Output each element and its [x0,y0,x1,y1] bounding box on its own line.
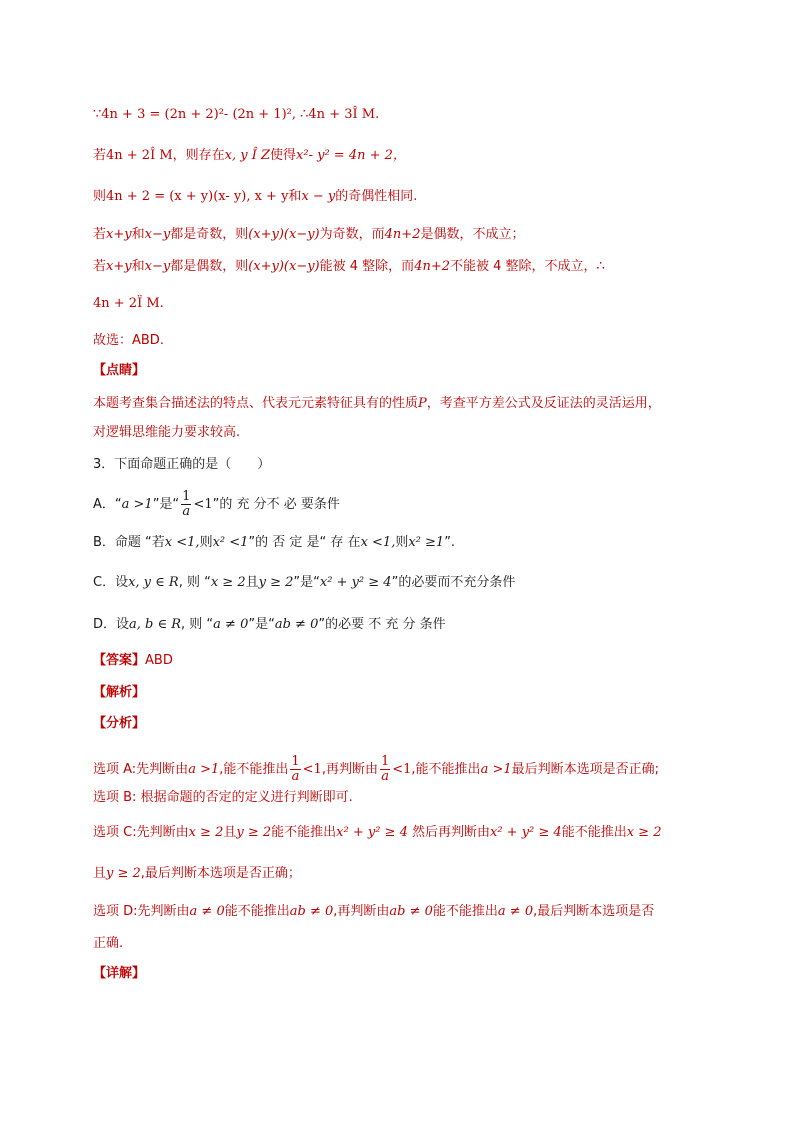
text-run: 最后判断本选项是否正确; [511,762,659,777]
text-run: 的奇偶性相同. [335,189,418,204]
math-expression: x² + y² ≥ 4 [336,825,408,840]
math-expression: x² ≥1 [408,535,445,550]
math-expression: a ≠ 0 [497,904,534,919]
math-expression: 4n+2 [384,227,421,242]
fraction-numerator: 1 [291,754,300,769]
text-run: 能不能推出 [271,825,337,840]
math-expression: ab ≠ 0 [274,617,319,632]
analysis-option-b [93,788,734,808]
text-run: ,能不能推出 [411,762,481,777]
math-expression: ∵4n + 3 = (2n + 2)²- (2n + 1)², ∴4n + 3Î M. [93,107,380,122]
comment-line-2 [93,423,734,443]
math-expression: y ≥ 2 [106,866,141,881]
text-run: 能不能推出 [561,825,627,840]
section-title: 【详解】 [93,966,146,981]
math-expression: x <1, [360,535,396,550]
math-expression: x+y [106,227,132,242]
math-expression: P [418,396,427,411]
fraction [380,755,390,784]
text-run: 选项 C:先判断由 [93,825,189,840]
text-run: ,最后判断本选项是否正确； [140,866,301,881]
text-run: ”是“ [152,497,180,512]
answer-line [93,651,734,671]
text-run: ,再判断由 [333,904,390,919]
text-run: 能不能推出 [432,904,498,919]
proof-line-6 [93,294,734,314]
math-expression: <1 [193,497,213,512]
section-header-jiexi [93,683,734,703]
text-run: 选项 A:先判断由 [93,762,189,777]
answer-value: ABD [145,653,173,668]
comment-line-1 [93,394,734,414]
text-run: 能不能推出 [224,904,290,919]
section-header-dianjing [93,361,734,381]
text-run: 则 [395,535,409,550]
text-run: 使得 [270,148,297,163]
math-expression: x <1, [164,535,200,550]
answer-choice-line [93,331,734,351]
math-expression: x, y ∈ R [128,575,179,590]
text-run: A．“ [93,497,122,512]
math-expression: y ≥ 2 [236,825,272,840]
math-expression: x−y [144,227,171,242]
proof-line-3 [93,187,734,207]
section-title: 【解析】 [93,685,146,700]
text-run: 且 [223,825,237,840]
analysis-option-a [93,751,734,789]
analysis-option-d-line-2 [93,934,734,954]
text-run: ”的 充 分不 必 要条件 [212,497,340,512]
analysis-option-d-line-1 [93,902,734,922]
math-expression: a, b ∈ R [129,617,182,632]
text-run: 然后再判断由 [407,825,490,840]
text-run: ,再判断由 [321,762,378,777]
option-d [93,615,734,635]
math-expression: <1 [302,762,322,777]
fraction-denominator: a [381,769,389,784]
section-title: 【答案】 [93,653,146,668]
text-run: 对逻辑思维能力要求较高. [93,425,241,440]
math-expression: ab ≠ 0 [389,904,433,919]
text-run: 且 [93,866,107,881]
math-expression: x² + y² ≥ 4 [490,825,562,840]
fraction-denominator: a [182,504,191,519]
text-run: 本题考查集合描述法的特点、代表元元素特征具有的性质 [93,396,419,411]
text-run: 不能被 4 整除，不成立，∴ [450,259,605,274]
analysis-option-c-line-1 [93,823,734,843]
text-run: 都是奇数，则 [170,227,249,242]
option-c [93,573,734,593]
math-expression: x ≥ 2 [626,825,662,840]
math-expression: x − y [301,189,336,204]
text-run: 则 [199,535,213,550]
option-a [93,490,734,519]
math-expression: (x+y)(x−y) [248,259,320,274]
fraction [181,490,191,519]
proof-line-1 [93,105,734,125]
text-run: ”的 否 定 是“ 存 在 [248,535,361,550]
math-expression: a ≠ 0 [189,904,225,919]
section-header-fenxi [93,714,734,734]
math-expression: x ≥ 2 [188,825,224,840]
math-expression: a ≠ 0 [213,617,249,632]
text-run: 和 [131,259,145,274]
text-run: ”是“ [293,575,320,590]
text-run: ”的必要 不 充 分 条件 [318,617,446,632]
math-expression: a >1 [121,497,153,512]
option-b [93,533,734,553]
math-expression: ab ≠ 0 [289,904,334,919]
math-expression: x+y [106,259,132,274]
math-expression: (x+y)(x−y) [248,227,320,242]
fraction [290,755,300,784]
math-expression: x²- y² = 4n + 2， [296,148,406,163]
text-run: 选项 B: 根据命题的否定的定义进行判断即可. [93,790,353,805]
analysis-option-c-line-2 [93,864,734,884]
text-run: 故选：ABD. [93,333,164,348]
math-expression: x−y [144,259,171,274]
math-expression: x ≥ 2 [210,575,246,590]
text-run: D．设 [93,617,130,632]
text-run: , 则 “ [181,617,214,632]
text-run: ，考查平方差公式及反证法的灵活运用， [426,396,661,411]
math-expression: x, y Î Z [224,148,271,163]
text-run: ”. [444,535,456,550]
text-run: ”是“ [248,617,275,632]
text-run: ,能不能推出 [219,762,289,777]
math-expression: x² <1 [212,535,249,550]
math-expression: a >1 [480,762,512,777]
text-run: 若 [93,259,107,274]
text-run: 和 [288,189,302,204]
math-expression: a >1 [188,762,220,777]
question-3-stem [93,455,734,475]
proof-line-2 [93,146,734,166]
text-run: C．设 [93,575,129,590]
text-run: ,最后判断本选项是否 [533,904,655,919]
text-run: 正确. [93,936,124,951]
proof-line-4 [93,225,734,245]
text-run: 为奇数，而 [319,227,385,242]
question-text: 3．下面命题正确的是（ ） [93,457,271,472]
section-title: 【分析】 [93,716,146,731]
text-run: , 则 “ [178,575,211,590]
section-title: 【点睛】 [93,363,146,378]
fraction-numerator: 1 [182,489,191,504]
math-expression: <1 [392,762,412,777]
text-run: 都是偶数，则 [170,259,249,274]
text-run: 是偶数，不成立； [420,227,525,242]
text-run: 若 [93,227,107,242]
section-header-xiangjie [93,964,734,984]
fraction-denominator: a [291,769,300,784]
fraction-numerator: 1 [380,754,390,769]
text-run: 和 [131,227,145,242]
text-run: 能被 4 整除，而 [319,259,415,274]
math-expression: 4n+2 [414,259,450,274]
proof-line-5 [93,257,734,277]
math-expression: 则4n + 2 = (x + y)(x- y), x + y [93,189,289,204]
text-run: 且 [245,575,259,590]
math-expression: y ≥ 2 [258,575,294,590]
math-expression: 4n + 2Ï M. [93,296,164,311]
math-expression: x² + y² ≥ 4 [319,575,392,590]
text-run: B．命题 “若 [93,535,165,550]
text-run: 若4n + 2Î M，则存在 [93,148,225,163]
text-run: ”的必要而不充分条件 [391,575,516,590]
text-run: 选项 D:先判断由 [93,904,190,919]
